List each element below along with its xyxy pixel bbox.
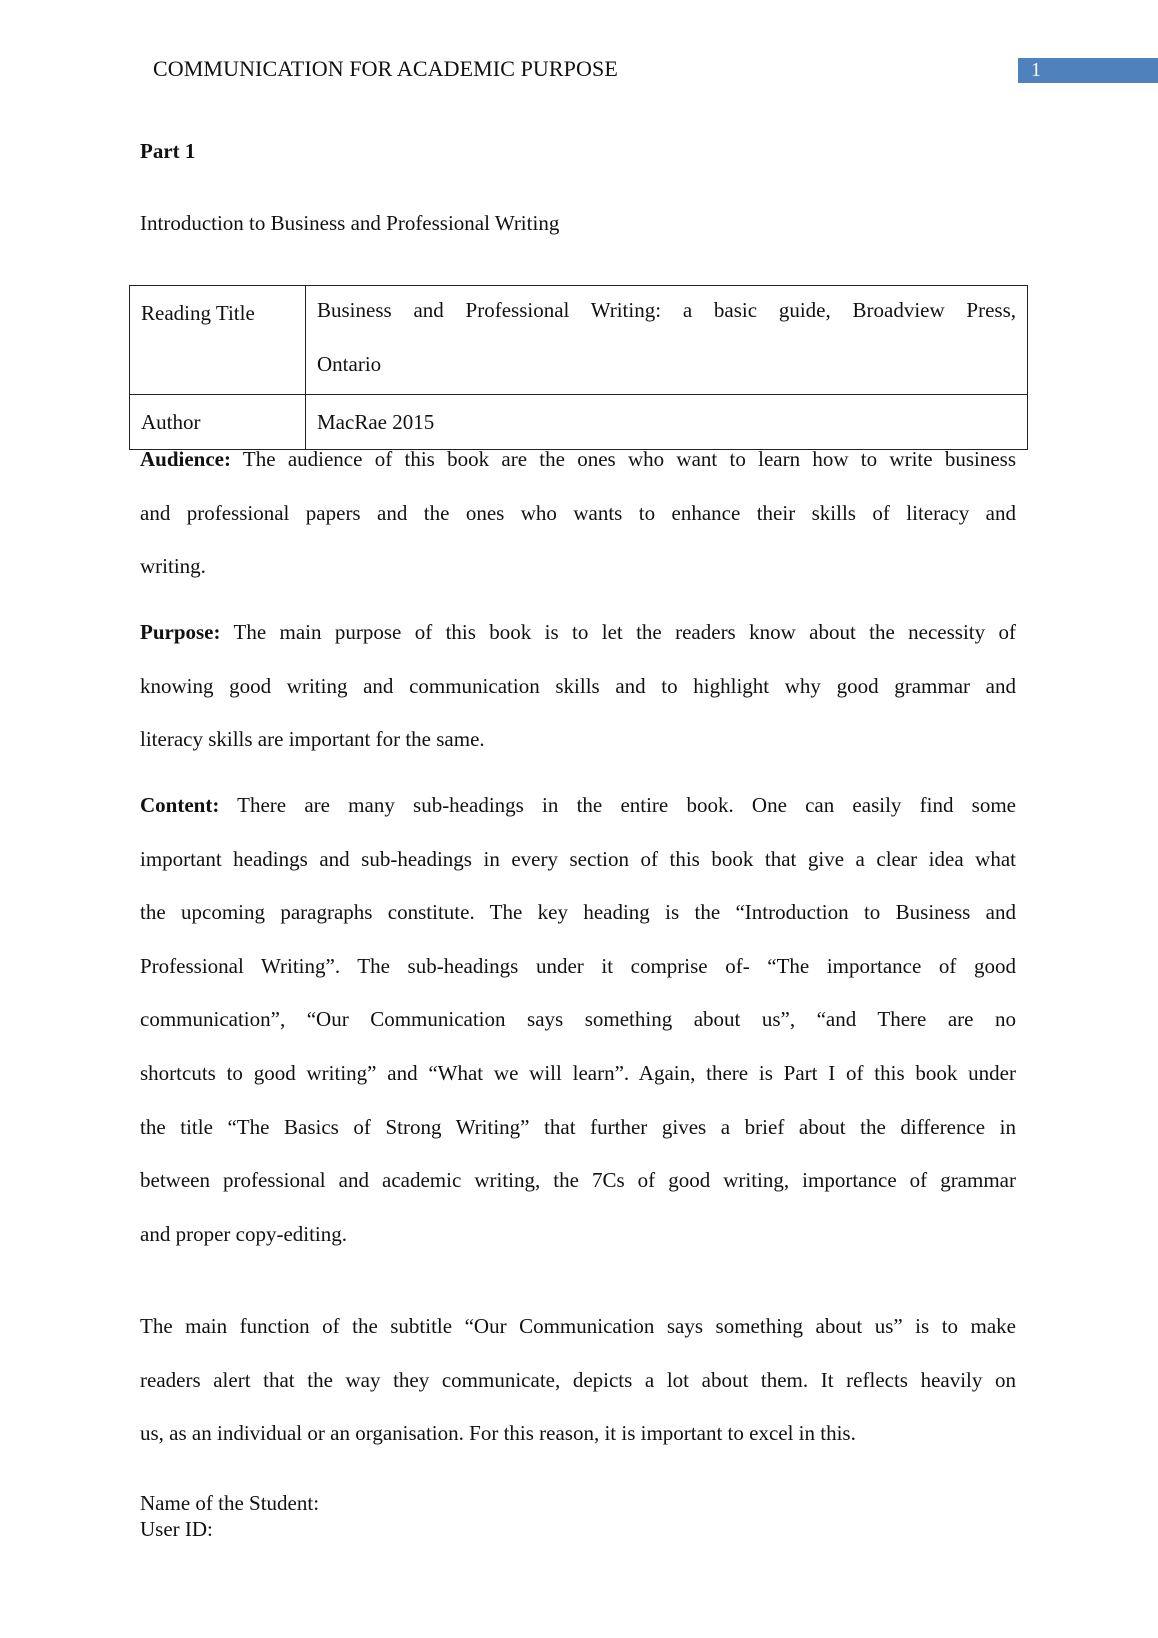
part-heading: Part 1 <box>140 139 196 163</box>
section-title: Introduction to Business and Professional Writing <box>140 211 560 235</box>
user-id-label: User ID: <box>140 1517 213 1541</box>
purpose-label: Purpose: <box>140 620 221 644</box>
audience-text: The audience of this book are the ones who want to learn how to write business <box>242 447 1017 471</box>
running-header-title: COMMUNICATION FOR ACADEMIC PURPOSE <box>153 56 618 81</box>
table-row <box>130 286 1028 395</box>
author-label: Author <box>130 395 306 450</box>
purpose-text: The main purpose of this book is to let the readers know about the necessity of <box>233 620 1017 644</box>
paragraph-line: the upcoming paragraphs constitute. The key heading is the “Introduction to Business and <box>140 900 1016 925</box>
paragraph-line: the title “The Basics of Strong Writing” that further gives a brief about the difference in <box>140 1114 1016 1139</box>
author-value: MacRae 2015 <box>306 395 1028 450</box>
content-paragraph <box>140 779 1016 1261</box>
paragraph-line: The main function of the subtitle “Our Communication says something about us” is to make <box>140 1314 1016 1338</box>
paragraph-line: and proper copy-editing. <box>140 1221 348 1246</box>
paragraph-line <box>140 606 1016 660</box>
paragraph-line: important headings and sub-headings in every section of this book that give a clear idea what <box>140 846 1016 871</box>
reading-title-label: Reading Title <box>130 286 306 395</box>
paragraph-line: writing. <box>140 554 206 579</box>
reading-title-line: Ontario <box>317 352 382 376</box>
paragraph-line: between professional and academic writing, the 7Cs of good writing, importance of grammar <box>140 1168 1016 1193</box>
purpose-paragraph <box>140 606 1016 767</box>
paragraph-line: literacy skills are important for the same. <box>140 727 485 752</box>
reading-title-line: Business and Professional Writing: a basic guide, Broadview Press, <box>317 298 1016 322</box>
content-label: Content: <box>140 793 220 817</box>
student-name-label: Name of the Student: <box>140 1491 320 1515</box>
paragraph-line: communication”, “Our Communication says something about us”, “and There are no <box>140 1007 1016 1032</box>
paragraph-line: and professional papers and the ones who wants to enhance their skills of literacy and <box>140 500 1016 525</box>
student-info <box>140 1490 319 1542</box>
paragraph-line: readers alert that the way they communicate, depicts a lot about them. It reflects heavily on <box>140 1367 1016 1392</box>
paragraph-line: shortcuts to good writing” and “What we will learn”. Again, there is Part I of this book under <box>140 1060 1016 1085</box>
page-number: 1 <box>1031 59 1041 81</box>
reading-info-table <box>129 285 1028 450</box>
paragraph-line: us, as an individual or an organisation. For this reason, it is important to excel in this. <box>140 1421 856 1446</box>
function-paragraph <box>140 1300 1016 1461</box>
paragraph-line: knowing good writing and communication skills and to highlight why good grammar and <box>140 673 1016 698</box>
paragraph-line <box>140 433 1016 487</box>
audience-label: Audience: <box>140 447 231 471</box>
audience-paragraph <box>140 433 1016 594</box>
content-text: There are many sub-headings in the entire book. One can easily find some <box>237 793 1016 817</box>
paragraph-line <box>140 779 1016 833</box>
paragraph-line: Professional Writing”. The sub-headings under it comprise of- “The importance of good <box>140 953 1016 978</box>
reading-title-value <box>306 286 1028 395</box>
page-number-box <box>1018 58 1158 83</box>
